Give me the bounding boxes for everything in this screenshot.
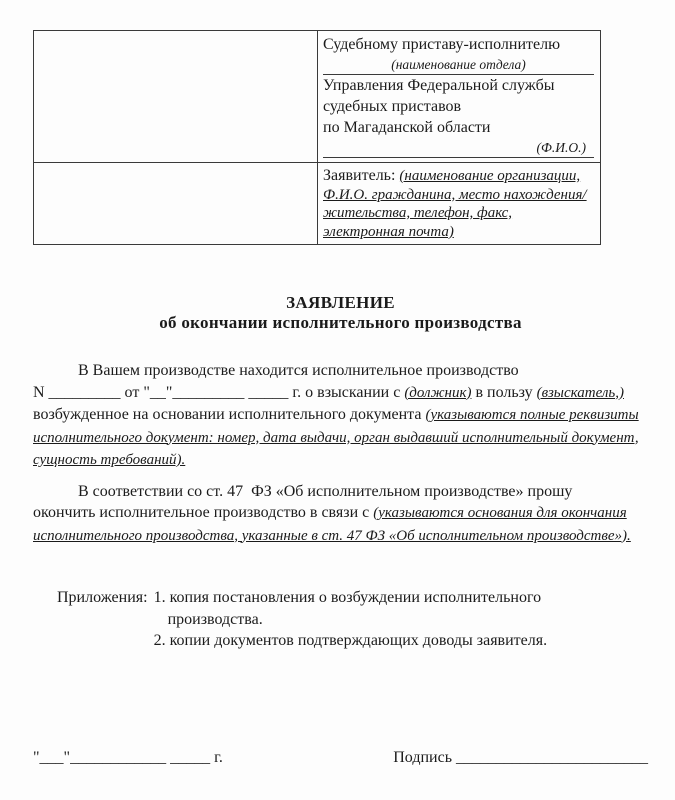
addressee-line-4: по Магаданской области	[323, 119, 491, 136]
addressee-line-3: судебных приставов	[323, 98, 462, 115]
debtor-hint: (должник)	[404, 384, 472, 401]
attachments-list	[154, 587, 594, 652]
fio-hint: (Ф.И.О.)	[536, 140, 586, 155]
attachments-label: Приложения:	[57, 589, 148, 606]
p1-text: в пользу	[471, 383, 537, 401]
applicant-label: Заявитель:	[323, 167, 400, 184]
department-hint: (наименование отдела)	[391, 57, 526, 72]
signature-block	[393, 747, 648, 768]
claimant-hint: (взыскатель,)	[536, 384, 624, 401]
attachments-section	[57, 587, 648, 652]
applicant-cell	[318, 163, 601, 245]
footer	[33, 747, 648, 768]
blank-cell	[34, 31, 318, 163]
applicant-hint: (наименование организации, Ф.И.О. гражданина, место нахождения/жительства, телефон, факс, электронная почта)	[323, 168, 587, 240]
applicant-row	[34, 163, 601, 245]
grounds-hint: (указываются основания для окончания исполнительного производства, указанные в ст. 47 ФЗ «Об исполнительном производстве»).	[33, 505, 631, 544]
document-details-hint: (указываются полные реквизиты исполнительного документ: номер, дата выдачи, орган выдавший исполнительный документ, сущность требований).	[33, 407, 639, 468]
title-line-2: об окончании исполнительного производства	[159, 313, 522, 332]
addressee-cell	[318, 31, 601, 163]
department-blank-line	[323, 55, 594, 75]
title-line-1: ЗАЯВЛЕНИЕ	[286, 293, 395, 312]
signature-label: Подпись	[393, 748, 456, 766]
p2-intro: В соответствии со ст. 47 ФЗ «Об исполнительном производстве» прошу	[78, 482, 573, 500]
document-title	[33, 293, 648, 333]
blank-cell	[34, 163, 318, 245]
date-blank-line: "___"____________ _____ г.	[33, 748, 223, 766]
p1-text-2: возбужденное на основании исполнительного документа	[33, 406, 426, 423]
signature-blank-line: ________________________	[456, 748, 648, 766]
addressee-table	[33, 30, 601, 245]
addressee-line-2: Управления Федеральной службы	[323, 77, 555, 94]
attachment-item-2: 2. копии документов подтверждающих доводы заявителя.	[153, 632, 548, 649]
p2-text: окончить исполнительное производство в связи с	[33, 504, 374, 521]
attachment-item-1: 1. копия постановления о возбуждении исполнительного производства.	[153, 589, 542, 628]
addressee-line-1: Судебному приставу-исполнителю	[323, 36, 561, 53]
fio-blank-line	[323, 138, 594, 158]
addressee-row	[34, 31, 601, 163]
paragraph-proceeding-info	[33, 360, 648, 472]
p1-intro: В Вашем производстве находится исполнительное производство	[78, 362, 519, 379]
paragraph-request	[33, 481, 648, 548]
p1-number-date-blanks: N _________ от "__"_________ _____ г. о взыскании с	[33, 383, 405, 401]
